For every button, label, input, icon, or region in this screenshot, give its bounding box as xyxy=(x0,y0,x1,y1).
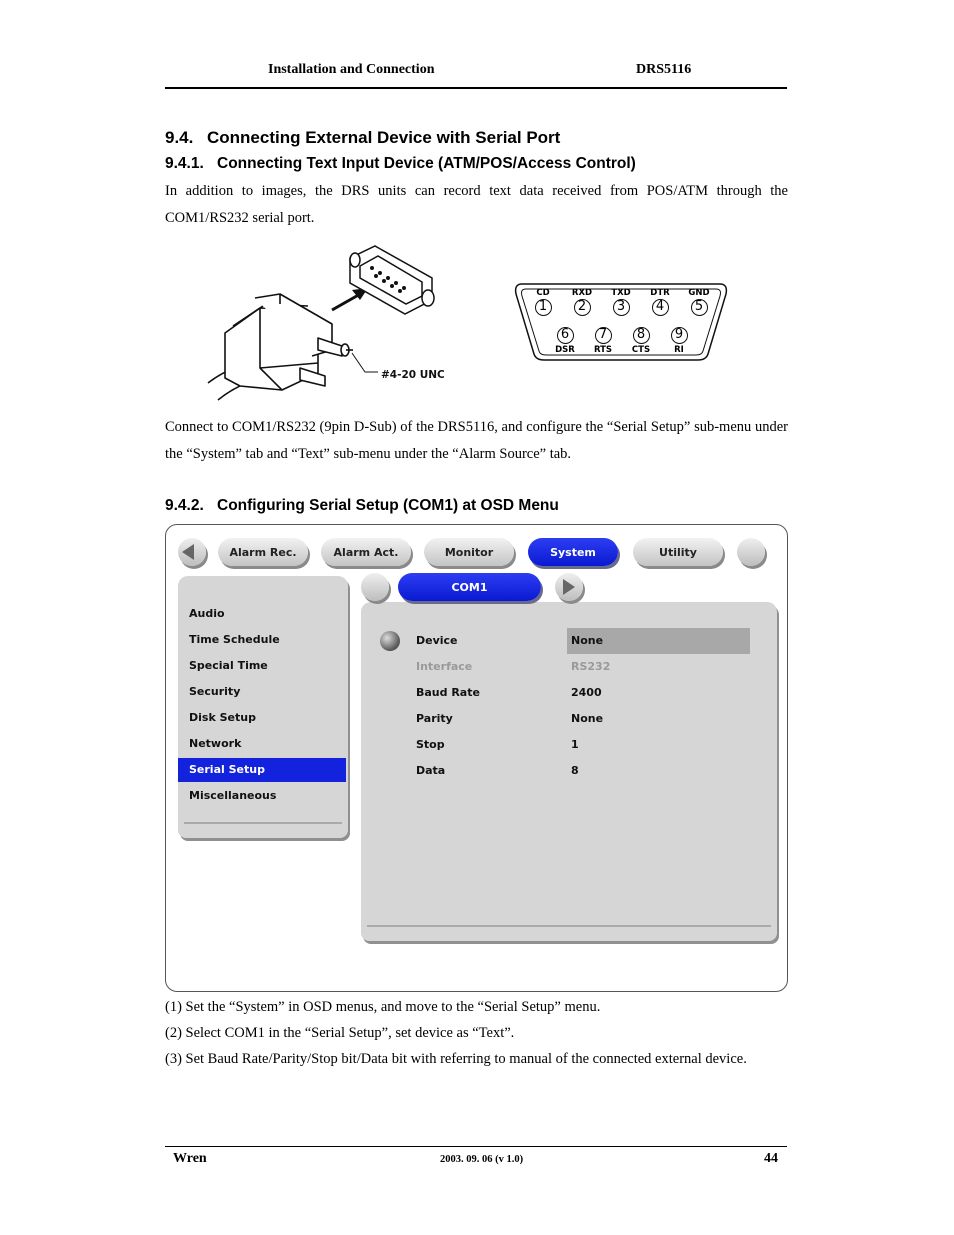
subtab-prev-button[interactable] xyxy=(361,573,389,601)
pin-9: 9 RI xyxy=(662,327,696,355)
footer-date: 2003. 09. 06 (v 1.0) xyxy=(440,1154,524,1165)
setting-value-parity[interactable]: None xyxy=(571,712,604,725)
step-2: (2) Select COM1 in the “Serial Setup”, set device as “Text”. xyxy=(165,1025,515,1041)
sidebar-item-disk-setup[interactable]: Disk Setup xyxy=(189,711,256,724)
arrow-left-icon xyxy=(182,544,194,560)
pin-5: GND 5 xyxy=(688,288,710,314)
setting-label-data: Data xyxy=(416,764,446,777)
pin-2: RXD 2 xyxy=(571,288,593,314)
running-header-product: DRS5116 xyxy=(636,62,692,77)
subsection-heading-2: 9.4.2. Configuring Serial Setup (COM1) at OSD Menu xyxy=(165,497,559,514)
tab-utility[interactable]: Utility xyxy=(633,538,723,566)
header-rule xyxy=(165,87,787,89)
tab-monitor[interactable]: Monitor xyxy=(424,538,514,566)
sidebar-item-miscellaneous[interactable]: Miscellaneous xyxy=(189,789,277,802)
footer-rule xyxy=(165,1146,787,1147)
pin-8: 8 CTS xyxy=(631,327,651,355)
setting-label-parity: Parity xyxy=(416,712,453,725)
arrow-right-icon xyxy=(563,579,575,595)
db9-pinout-diagram xyxy=(512,280,730,364)
tab-system[interactable]: System xyxy=(528,538,618,566)
sidebar-item-special-time[interactable]: Special Time xyxy=(189,659,268,672)
sidebar-item-serial-setup[interactable]: Serial Setup xyxy=(178,758,346,782)
setting-label-device: Device xyxy=(416,634,458,647)
tab-alarm-rec[interactable]: Alarm Rec. xyxy=(218,538,308,566)
pin-1: CD 1 xyxy=(536,288,550,314)
sidebar-item-time-schedule[interactable]: Time Schedule xyxy=(189,633,280,646)
footer-company: Wren xyxy=(173,1151,207,1166)
sidebar-item-security[interactable]: Security xyxy=(189,685,241,698)
setting-value-interface: RS232 xyxy=(571,660,611,673)
step-1: (1) Set the “System” in OSD menus, and move to the “Serial Setup” menu. xyxy=(165,999,601,1015)
sidebar-divider xyxy=(184,822,342,824)
step-3: (3) Set Baud Rate/Parity/Stop bit/Data bit with referring to manual of the connected external device. xyxy=(165,1051,747,1067)
system-submenu-sidebar xyxy=(178,576,348,838)
tab-alarm-act[interactable]: Alarm Act. xyxy=(321,538,411,566)
sidebar-item-audio[interactable]: Audio xyxy=(189,607,225,620)
serial-cable-illustration xyxy=(200,238,455,403)
osd-menu-screenshot xyxy=(165,524,788,992)
connection-paragraph: Connect to COM1/RS232 (9pin D-Sub) of the DRS5116, and configure the “Serial Setup” sub-menu under the “System” tab and “Text” sub-menu under the “Alarm Source” tab. xyxy=(165,419,788,462)
setting-label-stop: Stop xyxy=(416,738,445,751)
setting-value-baud-rate[interactable]: 2400 xyxy=(571,686,602,699)
page-number: 44 xyxy=(764,1151,778,1166)
section-heading: 9.4. Connecting External Device with Serial Port xyxy=(165,128,561,147)
pin-6: 6 DSR xyxy=(555,327,575,355)
setting-label-interface: Interface xyxy=(416,660,473,673)
running-header-title: Installation and Connection xyxy=(268,62,435,77)
setting-label-baud-rate: Baud Rate xyxy=(416,686,480,699)
subsection-heading-1: 9.4.1. Connecting Text Input Device (ATM/POS/Access Control) xyxy=(165,155,636,172)
pin-7: 7 RTS xyxy=(593,327,613,355)
selection-cursor-icon xyxy=(380,631,400,651)
panel-divider xyxy=(367,925,771,927)
intro-paragraph: In addition to images, the DRS units can record text data received from POS/ATM through the COM1/RS232 serial port. xyxy=(165,183,788,226)
setting-value-data[interactable]: 8 xyxy=(571,764,579,777)
sidebar-item-network[interactable]: Network xyxy=(189,737,242,750)
pin-3: TXD 3 xyxy=(611,288,631,314)
pin-4: DTR 4 xyxy=(650,288,670,314)
tab-scroll-right-button[interactable] xyxy=(737,538,765,566)
setting-value-stop[interactable]: 1 xyxy=(571,738,579,751)
screw-thread-label: #4-20 UNC xyxy=(381,369,445,381)
setting-value-device[interactable]: None xyxy=(571,634,604,647)
subtab-com1[interactable]: COM1 xyxy=(398,573,541,601)
